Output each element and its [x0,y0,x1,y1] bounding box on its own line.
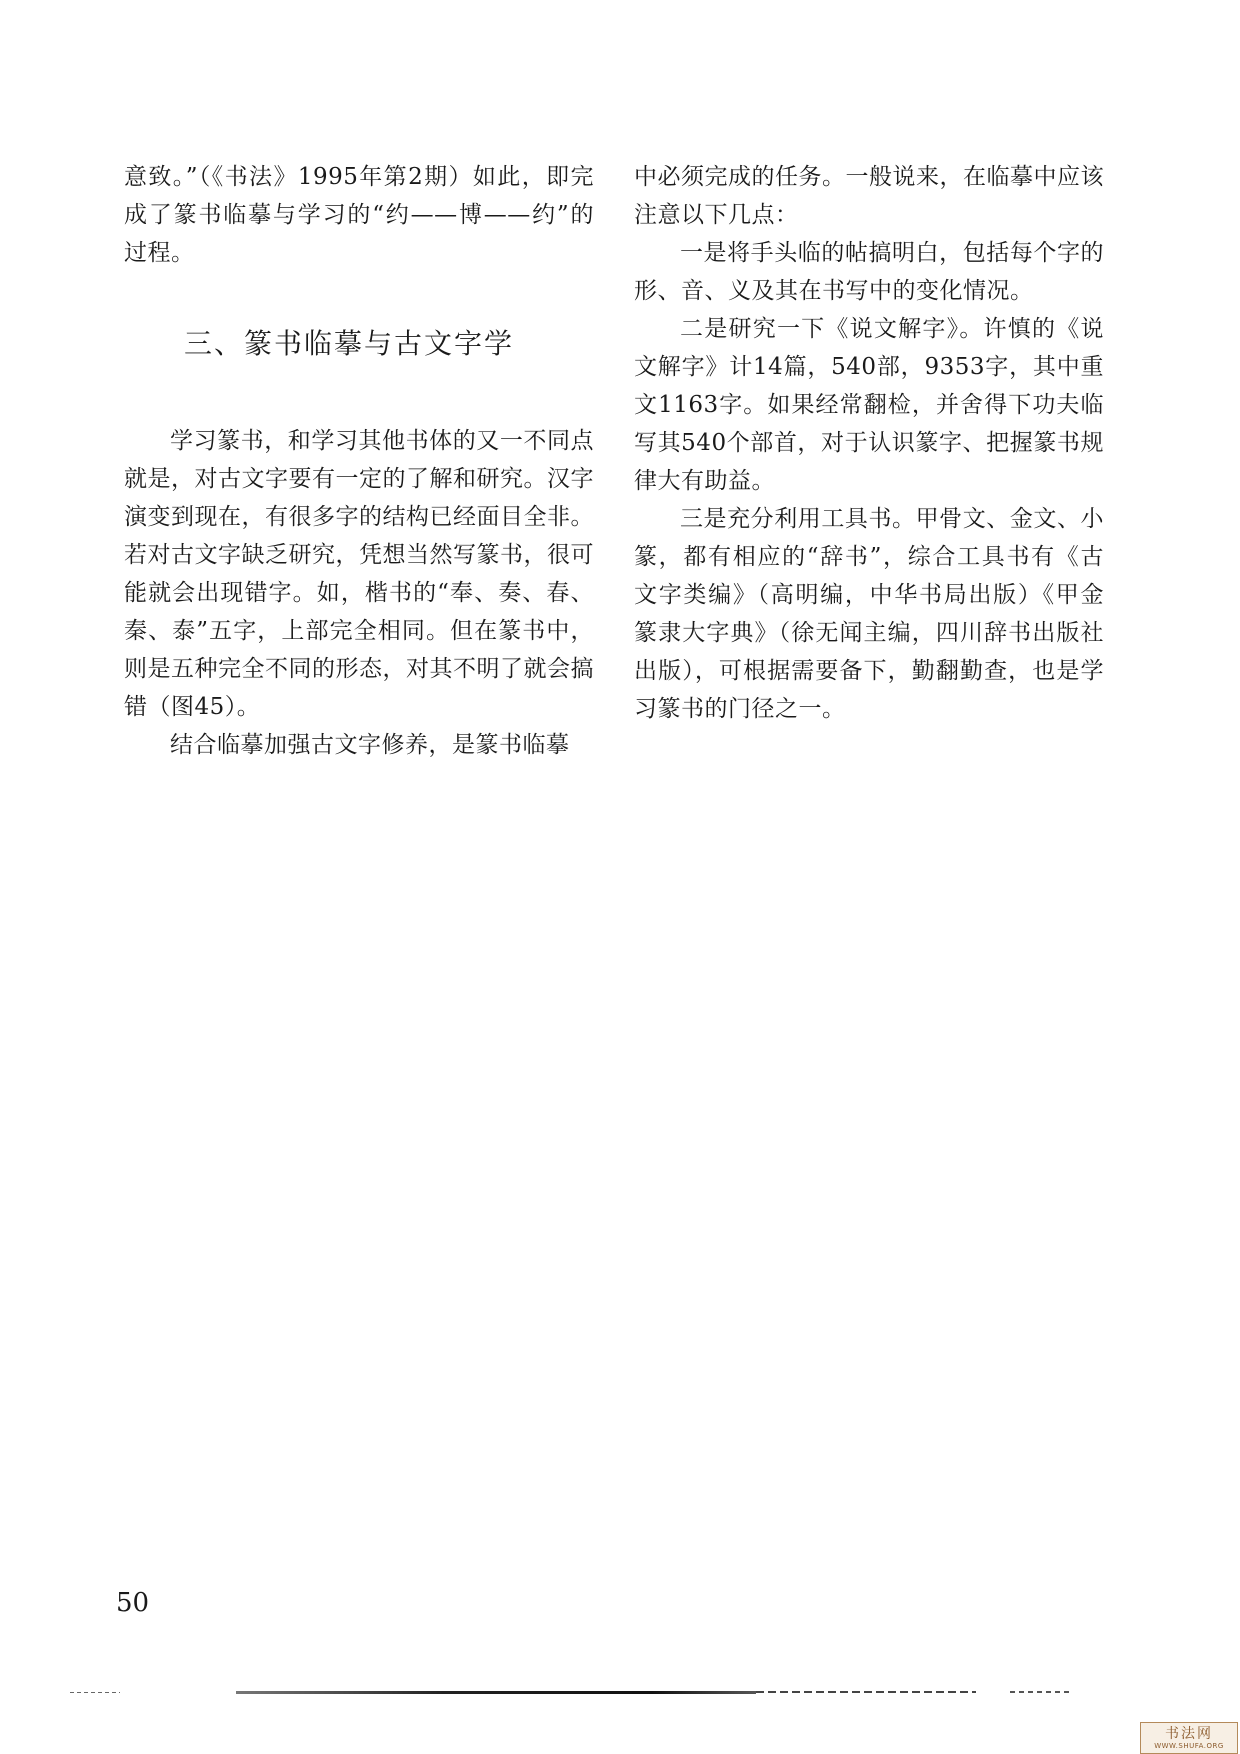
point-paragraph: 二是研究一下《说文解字》。许慎的《说文解字》计14篇，540部，9353字，其中重文1163字。如果经常翻检，并舍得下功夫临写其540个部首，对于认识篆字、把握篆书规律大有助益。 [634,316,1104,494]
body-paragraph: 学习篆书，和学习其他书体的又一不同点就是，对古文字要有一定的了解和研究。汉字演变到现在，有很多字的结构已经面目全非。若对古文字缺乏研究，凭想当然写篆书，很可能就会出现错字。如，楷书的“奉、奏、春、秦、泰”五字，上部完全相同。但在篆书中，则是五种完全不同的形态，对其不明了就会搞错（图45）。 [124,428,594,720]
scan-edge-line [756,1691,976,1693]
site-watermark-logo [1140,1722,1238,1754]
watermark-title: 书法网 [1165,1725,1213,1742]
right-text-column [634,158,1104,728]
intro-paragraph: 意致。”（《书法》1995年第2期）如此，即完成了篆书临摹与学习的“约——博——约”的过程。 [124,164,594,266]
body-paragraph: 结合临摹加强古文字修养，是篆书临摹 [170,732,570,758]
scan-edge-line [236,1691,756,1694]
page-number: 50 [116,1588,150,1618]
point-paragraph: 三是充分利用工具书。甲骨文、金文、小篆，都有相应的“辞书”，综合工具书有《古文字类编》（高明编，中华书局出版）《甲金篆隶大字典》（徐无闻主编，四川辞书出版社出版），可根据需要备下，勤翻勤查，也是学习篆书的门径之一。 [634,506,1104,722]
scan-edge-line [1010,1691,1070,1693]
point-paragraph: 一是将手头临的帖搞明白，包括每个字的形、音、义及其在书写中的变化情况。 [634,240,1104,304]
section-heading: 三、篆书临摹与古文字学 [184,327,515,360]
left-text-column [124,158,594,764]
watermark-url: WWW.SHUFA.ORG [1154,1741,1224,1750]
continuation-paragraph: 中必须完成的任务。一般说来，在临摹中应该注意以下几点： [634,164,1104,228]
scan-edge-line [70,1692,120,1693]
